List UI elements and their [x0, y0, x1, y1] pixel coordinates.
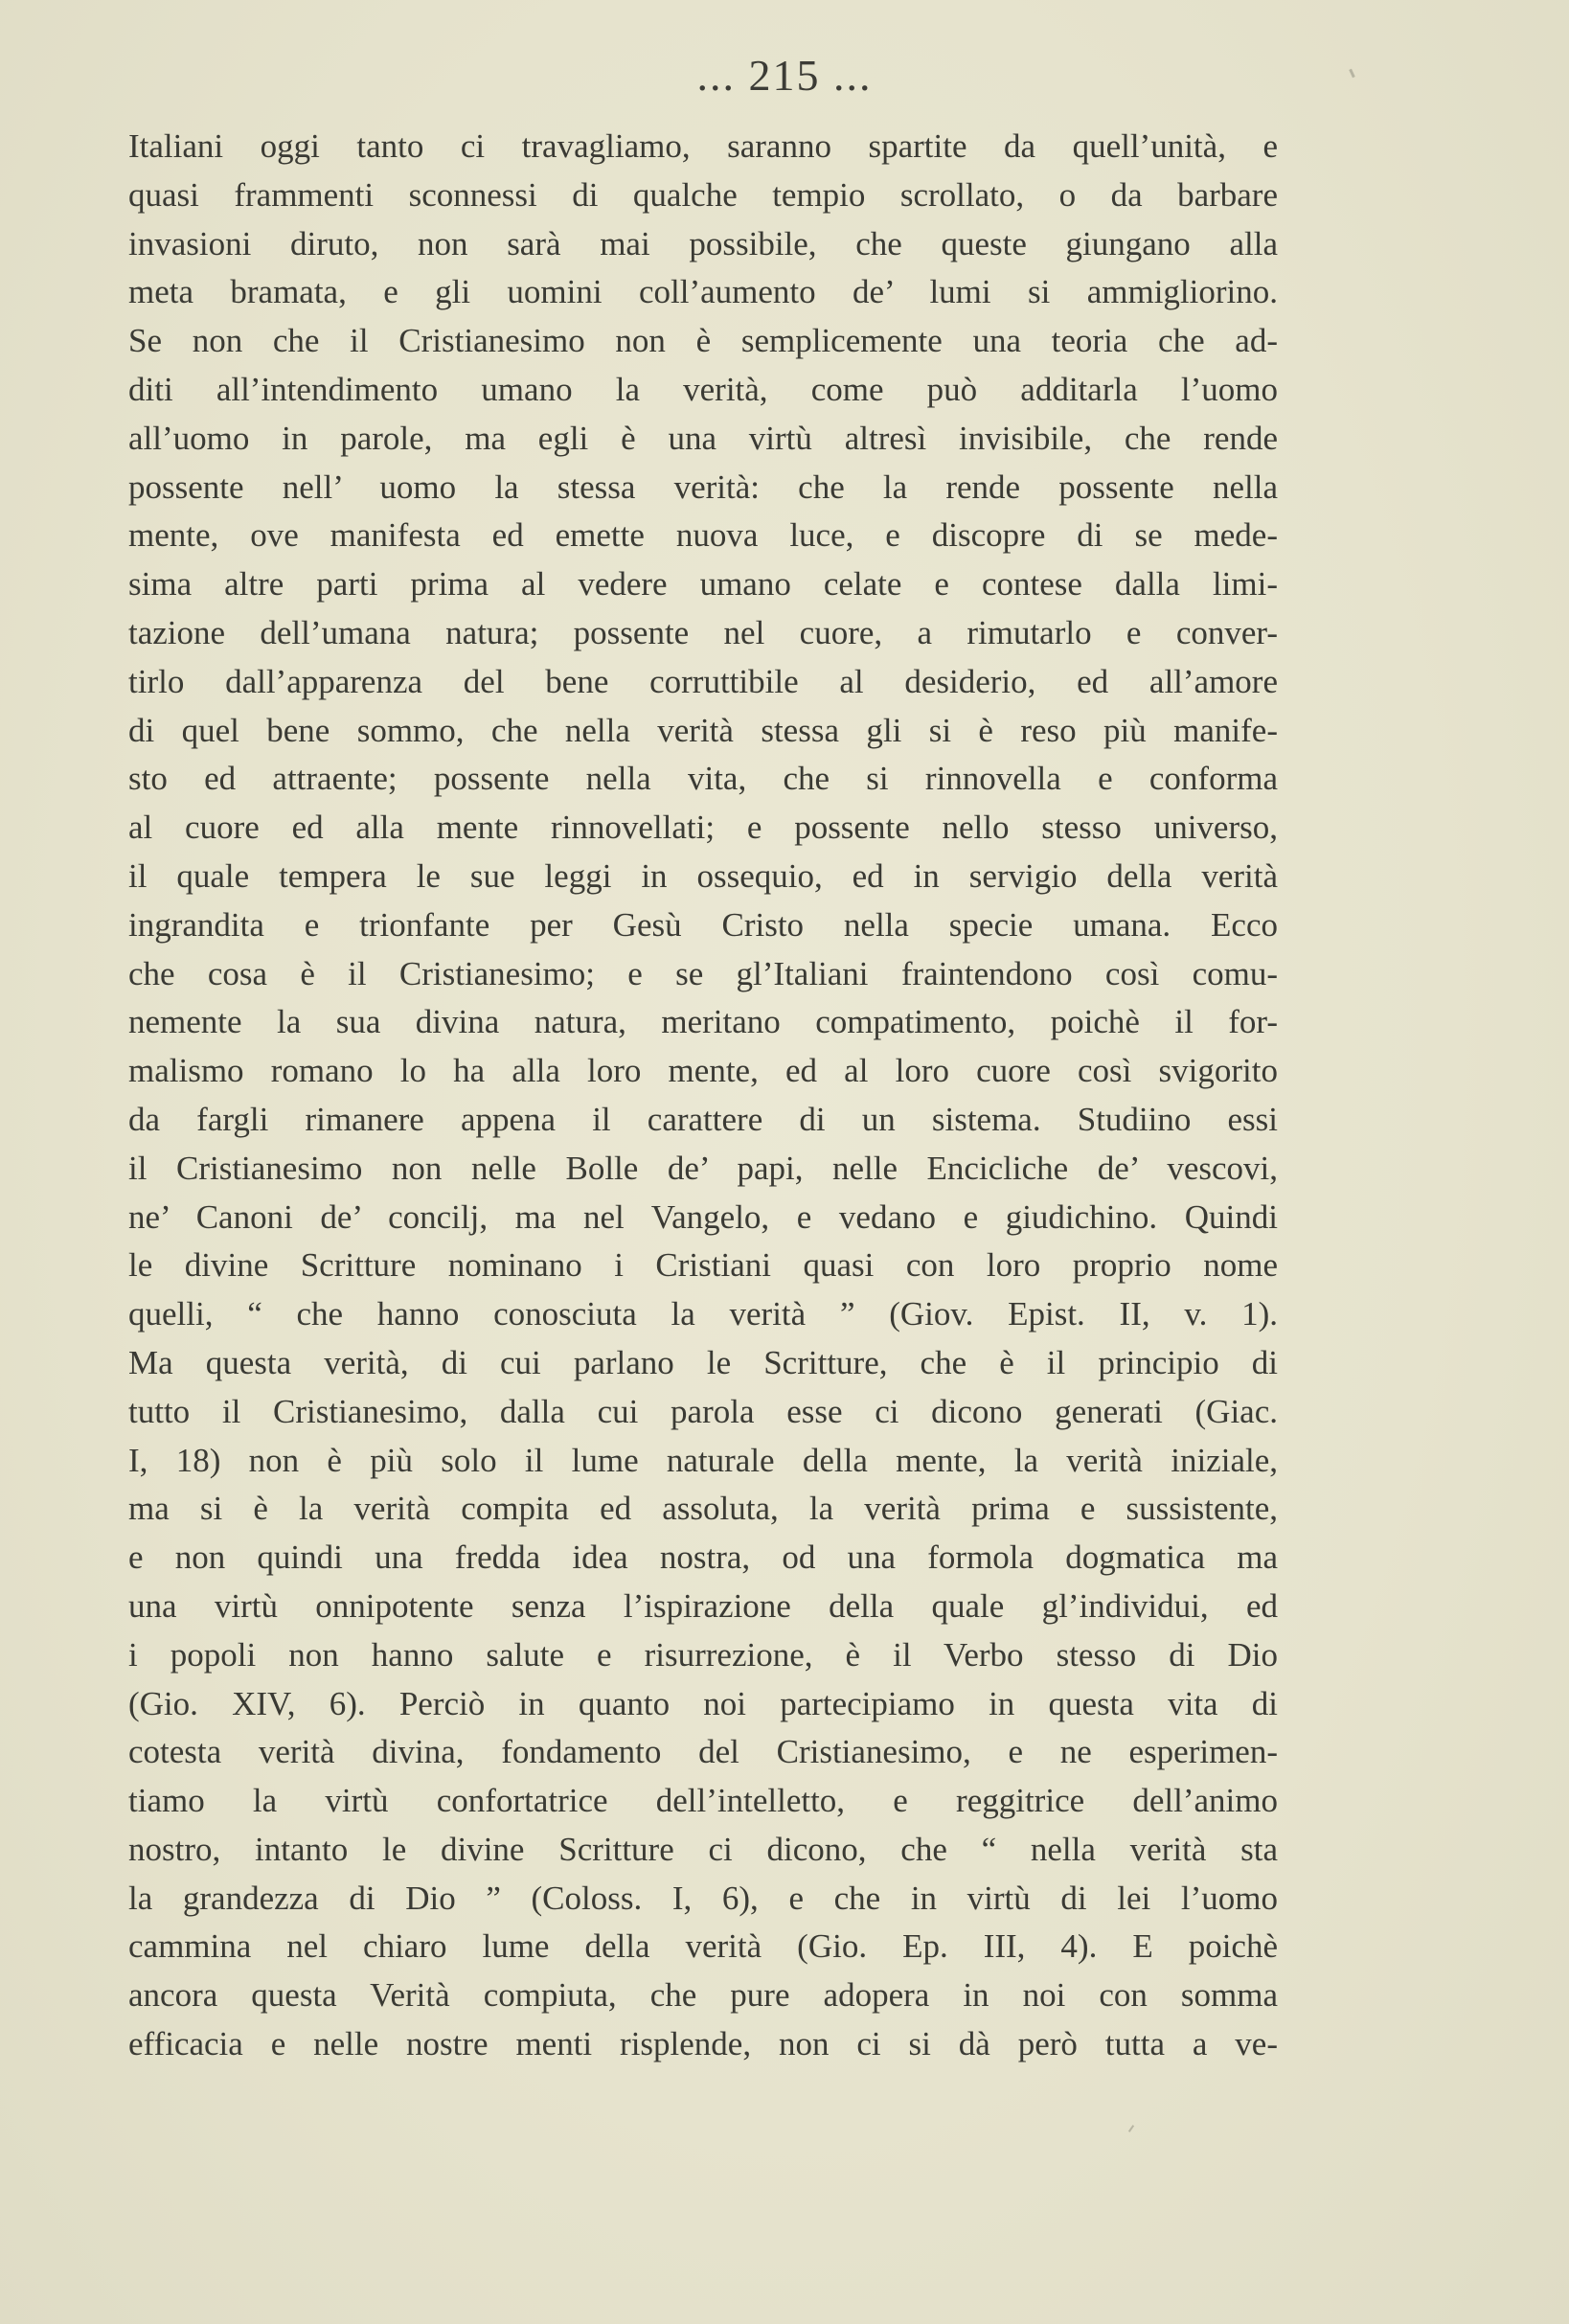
text-line: ma si è la verità compita ed assoluta, la verità prima e sussistente,	[128, 1490, 1278, 1528]
body-text	[128, 123, 1278, 2069]
text-line: ancora questa Verità compiuta, che pure adopera in noi con somma	[128, 1976, 1278, 2015]
text-line: efficacia e nelle nostre menti risplende, non ci si dà però tutta a ve-	[128, 2025, 1278, 2063]
text-line: il Cristianesimo non nelle Bolle de’ papi, nelle Encicliche de’ vescovi,	[128, 1149, 1278, 1187]
text-line: che cosa è il Cristianesimo; e se gl’Italiani fraintendono così comu-	[128, 954, 1278, 992]
text-line: tutto il Cristianesimo, dalla cui parola esse ci dicono generati (Giac.	[128, 1392, 1278, 1430]
text-line: Italiani oggi tanto ci travagliamo, saranno spartite da quell’unità, e	[128, 127, 1278, 165]
paper-speck	[1128, 2125, 1134, 2132]
text-line: quelli, “ che hanno conosciuta la verità ” (Giov. Epist. II, v. 1).	[128, 1295, 1278, 1333]
text-line: sto ed attraente; possente nella vita, che si rinnovella e conforma	[128, 760, 1278, 798]
text-line: ingrandita e trionfante per Gesù Cristo nella specie umana. Ecco	[128, 905, 1278, 944]
text-line: mente, ove manifesta ed emette nuova luce, e discopre di se mede-	[128, 516, 1278, 555]
text-line: il quale tempera le sue leggi in ossequio, ed in servigio della verità	[128, 856, 1278, 895]
text-line: invasioni diruto, non sarà mai possibile, che queste giungano alla	[128, 224, 1278, 262]
text-line: all’uomo in parole, ma egli è una virtù altresì invisibile, che rende	[128, 419, 1278, 457]
text-line: ne’ Canoni de’ concilj, ma nel Vangelo, e vedano e giudichino. Quindi	[128, 1197, 1278, 1236]
text-line: di quel bene sommo, che nella verità stessa gli si è reso più manife-	[128, 711, 1278, 749]
text-line: Se non che il Cristianesimo non è semplicemente una teoria che ad-	[128, 322, 1278, 360]
text-line: possente nell’ uomo la stessa verità: che la rende possente nella	[128, 467, 1278, 506]
text-line: nostro, intanto le divine Scritture ci dicono, che “ nella verità sta	[128, 1830, 1278, 1868]
text-line: la grandezza di Dio ” (Coloss. I, 6), e che in virtù di lei l’uomo	[128, 1879, 1278, 1917]
text-line: cammina nel chiaro lume della verità (Gio. Ep. III, 4). E poichè	[128, 1927, 1278, 1966]
text-line: (Gio. XIV, 6). Perciò in quanto noi partecipiamo in questa vita di	[128, 1684, 1278, 1722]
text-line: nemente la sua divina natura, meritano compatimento, poichè il for-	[128, 1003, 1278, 1041]
text-line: tiamo la virtù confortatrice dell’intelletto, e reggitrice dell’animo	[128, 1782, 1278, 1820]
text-line: quasi frammenti sconnessi di qualche tempio scrollato, o da barbare	[128, 175, 1278, 214]
text-line: da fargli rimanere appena il carattere di un sistema. Studiino essi	[128, 1100, 1278, 1138]
text-line: cotesta verità divina, fondamento del Cristianesimo, e ne esperimen-	[128, 1733, 1278, 1771]
text-line: malismo romano lo ha alla loro mente, ed al loro cuore così svigorito	[128, 1052, 1278, 1090]
text-line: tirlo dall’apparenza del bene corruttibile al desiderio, ed all’amore	[128, 662, 1278, 700]
text-line: una virtù onnipotente senza l’ispirazione della quale gl’individui, ed	[128, 1586, 1278, 1625]
text-line: tazione dell’umana natura; possente nel cuore, a rimutarlo e conver-	[128, 613, 1278, 651]
text-line: meta bramata, e gli uomini coll’aumento de’ lumi si ammigliorino.	[128, 273, 1278, 311]
text-line: e non quindi una fredda idea nostra, od una formola dogmatica ma	[128, 1538, 1278, 1577]
text-line: le divine Scritture nominano i Cristiani quasi con loro proprio nome	[128, 1246, 1278, 1285]
text-line: Ma questa verità, di cui parlano le Scritture, che è il principio di	[128, 1343, 1278, 1381]
text-line: I, 18) non è più solo il lume naturale della mente, la verità iniziale,	[128, 1441, 1278, 1479]
text-line: diti all’intendimento umano la verità, come può additarla l’uomo	[128, 370, 1278, 408]
text-line: al cuore ed alla mente rinnovellati; e possente nello stesso universo,	[128, 809, 1278, 847]
text-line: i popoli non hanno salute e risurrezione, è il Verbo stesso di Dio	[128, 1635, 1278, 1674]
page-number: ... 215 ...	[696, 51, 873, 100]
text-line: sima altre parti prima al vedere umano celate e contese dalla limi-	[128, 565, 1278, 604]
